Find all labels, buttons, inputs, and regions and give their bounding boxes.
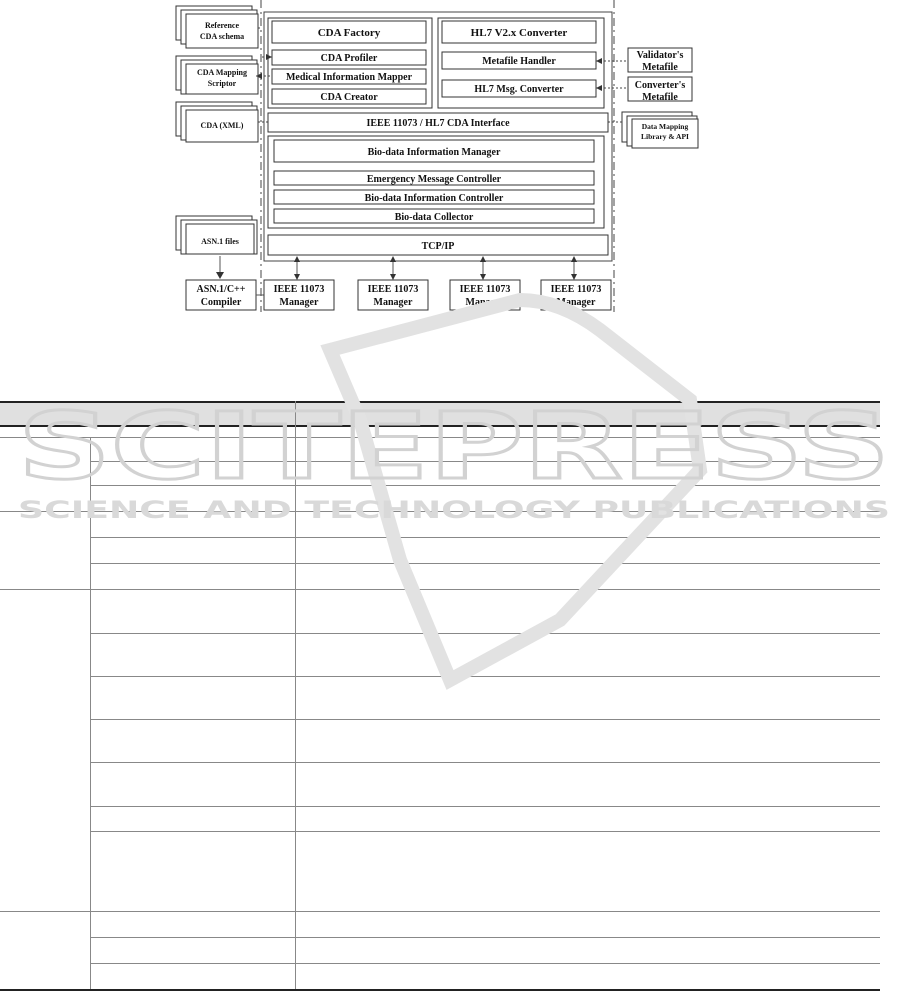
manager-3-label-1: IEEE 11073: [459, 284, 511, 295]
asn1-files-icon: [176, 216, 257, 254]
reference-schema-label-1: Reference: [204, 21, 240, 30]
mapping-library-label-1: Data Mapping: [641, 122, 689, 131]
compiler-label-1: ASN.1/C++: [196, 284, 246, 295]
mapping-library-label-2: Library & API: [641, 132, 689, 141]
cda-profiler-label: CDA Profiler: [320, 53, 378, 64]
bio-collector-label: Bio-data Collector: [394, 212, 474, 223]
table-row: [0, 511, 880, 512]
table-row: [90, 563, 880, 564]
table-row: [90, 633, 880, 634]
manager-3-label-2: Manager: [465, 297, 505, 308]
watermark-swoosh-shape: [330, 300, 700, 680]
converter-label-2: Metafile: [642, 92, 678, 103]
validator-label-1: Validator's: [636, 50, 684, 61]
manager-2: [358, 256, 428, 310]
cda-xml-label: CDA (XML): [200, 121, 244, 130]
cda-mapping-label-2: Scriptor: [207, 79, 237, 88]
validator-label-2: Metafile: [642, 62, 678, 73]
manager-4: [541, 256, 611, 310]
manager-1: [264, 256, 334, 310]
table-row: [90, 537, 880, 538]
table-row: [0, 437, 880, 438]
table-row: [90, 461, 880, 462]
table-row: [0, 589, 880, 590]
column-divider: [90, 437, 91, 989]
watermark-word: SCITEPRESS: [18, 393, 890, 500]
table-row: [90, 831, 880, 832]
emergency-controller-label: Emergency Message Controller: [366, 174, 502, 185]
manager-1-label-1: IEEE 11073: [273, 284, 325, 295]
table-row: [90, 676, 880, 677]
watermark-tagline: SCIENCE AND TECHNOLOGY PUBLICATIONS: [18, 496, 890, 524]
info-controller-label: Bio-data Information Controller: [364, 193, 504, 204]
cda-xml-file-icon: [176, 102, 258, 142]
compiler-label-2: Compiler: [200, 297, 242, 308]
converter-label-1: Converter's: [634, 80, 686, 91]
metafile-handler-label: Metafile Handler: [482, 56, 556, 67]
manager-4-label-1: IEEE 11073: [550, 284, 602, 295]
mapping-library-file-icon: [622, 112, 698, 148]
cda-mapping-label-1: CDA Mapping: [196, 68, 248, 77]
table-row: [0, 911, 880, 912]
medical-mapper-label: Medical Information Mapper: [285, 72, 413, 83]
tcpip-label: TCP/IP: [421, 241, 455, 252]
hl7-converter-title: HL7 V2.x Converter: [470, 27, 568, 39]
reference-schema-file-icon: [176, 6, 258, 48]
table-header: [0, 401, 880, 427]
table-row: [90, 485, 880, 486]
asn1-files-label: ASN.1 files: [201, 237, 239, 246]
manager-2-label-2: Manager: [373, 297, 413, 308]
table-row: [90, 806, 880, 807]
hl7-msg-converter-label: HL7 Msg. Converter: [474, 84, 564, 95]
bio-manager-title: Bio-data Information Manager: [367, 147, 501, 158]
reference-schema-label-2: CDA schema: [199, 32, 245, 41]
table-row: [90, 762, 880, 763]
manager-2-label-1: IEEE 11073: [367, 284, 419, 295]
manager-3: [450, 256, 520, 310]
table-row: [90, 719, 880, 720]
table-bottom-rule: [0, 989, 880, 991]
cda-mapping-file-icon: [176, 56, 258, 94]
table-row: [90, 937, 880, 938]
cda-factory-title: CDA Factory: [317, 27, 381, 39]
interface-label: IEEE 11073 / HL7 CDA Interface: [366, 118, 510, 129]
manager-4-label-2: Manager: [556, 297, 596, 308]
manager-1-label-2: Manager: [279, 297, 319, 308]
cda-creator-label: CDA Creator: [320, 92, 378, 103]
asn1-arrowhead: [216, 272, 224, 279]
architecture-diagram: [0, 0, 907, 320]
table-row: [90, 963, 880, 964]
column-divider: [295, 401, 296, 989]
